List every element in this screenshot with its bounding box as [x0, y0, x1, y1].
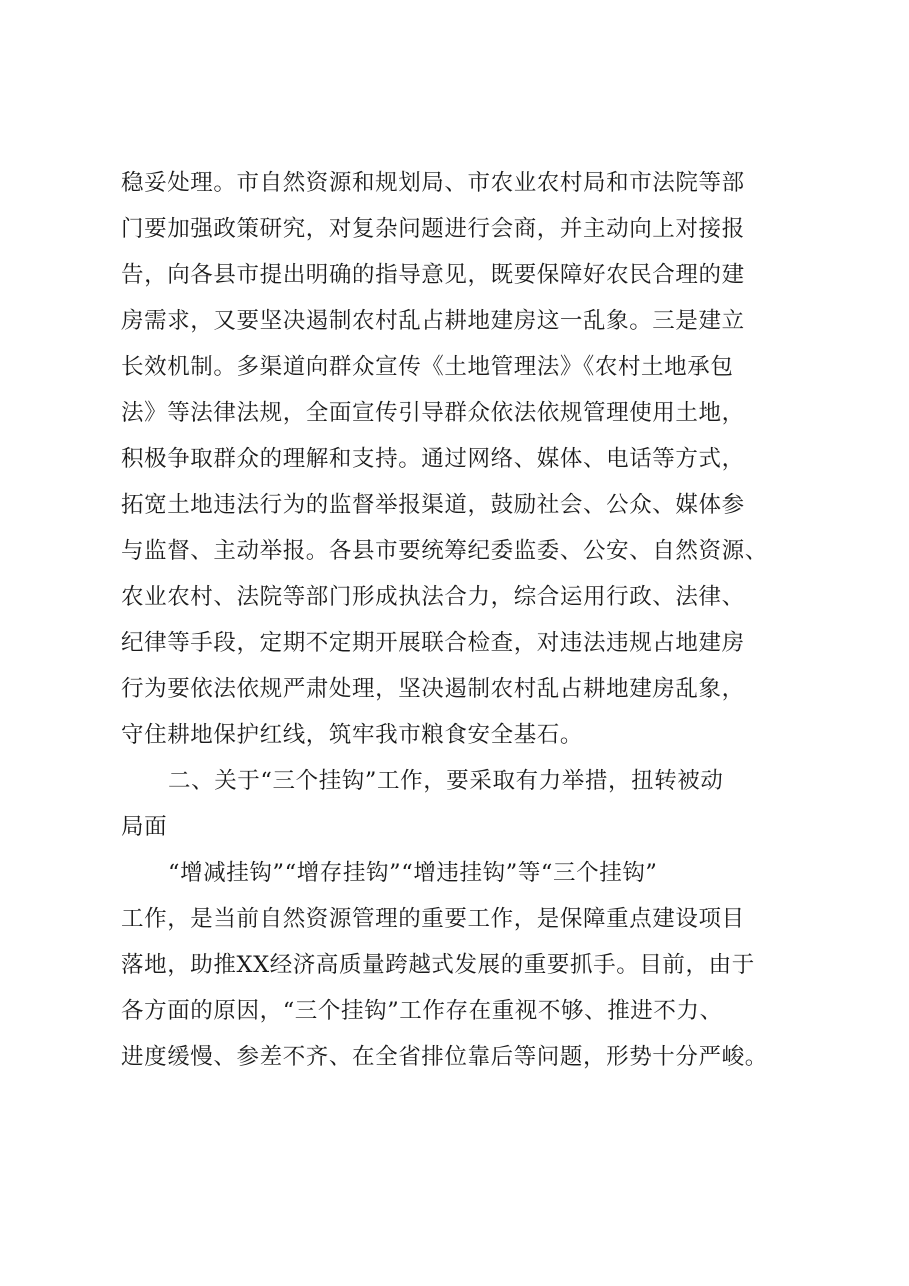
text-line: 门要加强政策研究，对复杂问题进行会商，并主动向上对接报: [121, 216, 745, 242]
heading-line: 二、关于“三个挂钩”工作，要采取有力举措，扭转被动: [168, 768, 724, 794]
text-line: 告，向各县市提出明确的指导意见，既要保障好农民合理的建: [121, 262, 745, 288]
text-line: “增减挂钩”“增存挂钩”“增违挂钩”等“三个挂钩”: [168, 860, 658, 886]
section-heading: [121, 758, 821, 850]
text-line: 纪律等手段，定期不定期开展联合检查，对违法违规占地建房: [121, 630, 745, 656]
text-line: 行为要依法依规严肃处理，坚决遏制农村乱占耕地建房乱象，: [121, 676, 745, 702]
text-line: 落地，助推XX经济高质量跨越式发展的重要抓手。目前，由于: [121, 952, 755, 978]
text-line: 长效机制。多渠道向群众宣传《土地管理法》《农村土地承包: [121, 354, 734, 380]
body-text: [121, 160, 821, 1080]
text-line: 稳妥处理。市自然资源和规划局、市农业农村局和市法院等部: [121, 170, 745, 196]
text-line: 守住耕地保护红线，筑牢我市粮食安全基石。: [121, 722, 584, 748]
text-line: 工作，是当前自然资源管理的重要工作，是保障重点建设项目: [121, 906, 745, 932]
text-line: 积极争取群众的理解和支持。通过网络、媒体、电话等方式，: [121, 446, 745, 472]
text-line: 拓宽土地违法行为的监督举报渠道，鼓励社会、公众、媒体参: [121, 492, 745, 518]
paragraph: [121, 850, 821, 1080]
text-line: 与监督、主动举报。各县市要统筹纪委监委、公安、自然资源、: [121, 538, 768, 564]
text-line: 各方面的原因，“三个挂钩”工作存在重视不够、推进不力、: [121, 998, 723, 1024]
heading-line: 局面: [121, 814, 168, 840]
paragraph: [121, 160, 821, 758]
text-line: 法》等法律法规，全面宣传引导群众依法依规管理使用土地，: [121, 400, 745, 426]
text-line: 农业农村、法院等部门形成执法合力，综合运用行政、法律、: [121, 584, 745, 610]
text-line: 进度缓慢、参差不齐、在全省排位靠后等问题，形势十分严峻。: [121, 1044, 768, 1070]
text-line: 房需求，又要坚决遏制农村乱占耕地建房这一乱象。三是建立: [121, 308, 745, 334]
